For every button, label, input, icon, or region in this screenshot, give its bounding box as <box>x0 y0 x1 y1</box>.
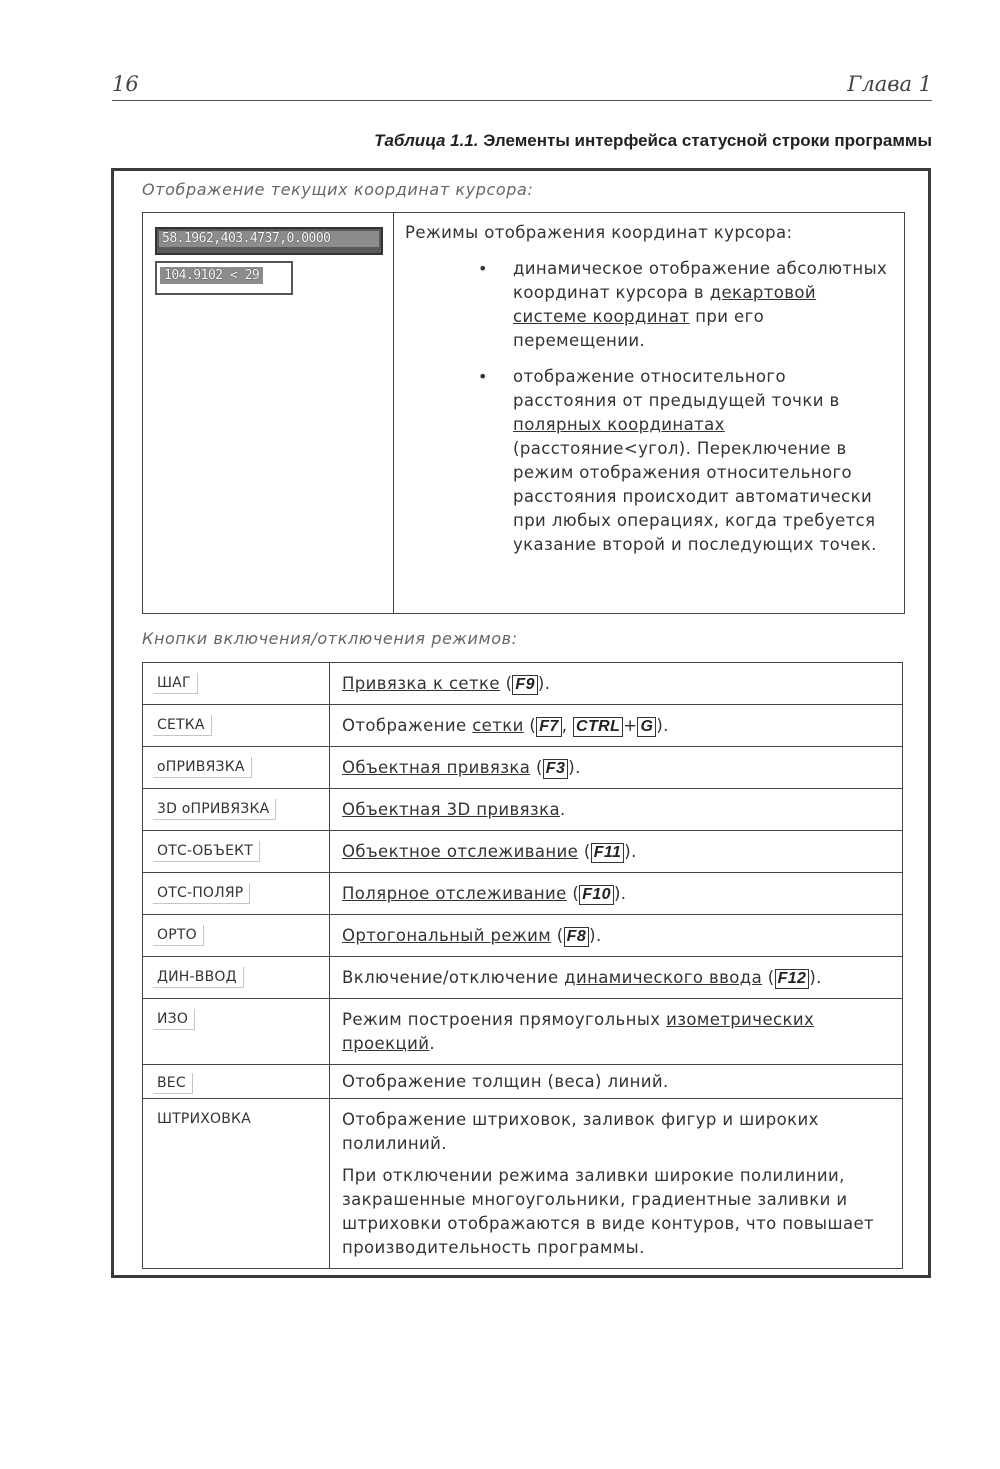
absolute-coords-value: 58.1962,403.4737,0.0000 <box>159 231 379 247</box>
link-grid[interactable]: сетки <box>472 716 524 735</box>
row-text: Отображение <box>342 716 473 735</box>
table-caption-number: Таблица 1.1. <box>374 131 479 150</box>
link-otrack[interactable]: Объектное отслеживание <box>342 842 579 861</box>
table-caption <box>374 131 932 151</box>
mode-button-lineweight[interactable]: ВЕС <box>153 1073 193 1094</box>
mode-button-grid[interactable]: СЕТКА <box>153 715 212 736</box>
header-rule <box>112 100 932 101</box>
table-row: СЕТКА Отображение сетки ( F7 , CTRL + G ). <box>143 705 903 747</box>
key-label: F11 <box>591 843 625 863</box>
link-isometric[interactable]: изометрических проекций <box>342 1010 815 1053</box>
absolute-coords-readout <box>155 227 383 255</box>
mode-button-hatch[interactable]: ШТРИХОВКА <box>157 1111 251 1127</box>
bullet-text: (расстояние<угол). Переключение в режим отображения относительного расстояния происходит автоматически при любых операциях, когда требуется указание второй и последующих точек. <box>513 439 877 554</box>
row-text: Отображение толщин (веса) линий. <box>342 1072 669 1091</box>
coords-section-label: Отображение текущих координат курсора: <box>142 180 534 199</box>
bullet-text: при его перемещении. <box>513 307 765 350</box>
key-label: F9 <box>512 675 537 695</box>
link-ortho[interactable]: Ортогональный режим <box>342 926 552 945</box>
key-label: F10 <box>579 885 614 905</box>
link-polar[interactable]: полярных координатах <box>513 415 725 434</box>
link-polar-tracking[interactable]: Полярное отслеживание <box>342 884 567 903</box>
coords-description <box>405 221 894 557</box>
row-text: Режим построения прямоугольных <box>342 1010 667 1029</box>
mode-button-step[interactable]: ШАГ <box>153 673 198 694</box>
polar-coords-readout <box>155 261 293 295</box>
link-dynamic-input[interactable]: динамического ввода <box>564 968 763 987</box>
table-row: ШАГ Привязка к сетке ( F9 ). <box>143 663 903 705</box>
mode-button-osnap[interactable]: оПРИВЯЗКА <box>153 757 252 778</box>
table-row: ОТС-ПОЛЯР Полярное отслеживание ( F10 ). <box>143 873 903 915</box>
mode-button-iso[interactable]: ИЗО <box>153 1009 195 1030</box>
page-number: 16 <box>112 72 139 96</box>
mode-button-ortho[interactable]: ОРТО <box>153 925 204 946</box>
row-text: При отключении режима заливки широкие полилинии, закрашенные многоугольники, градиентные заливки и штриховки отображаются в виде контуров, что повышает производительность программы. <box>342 1166 875 1257</box>
polar-coords-value: 104.9102 < 29 <box>160 267 263 284</box>
bullet-item <box>405 365 894 557</box>
table-row <box>143 1065 903 1099</box>
bullet-text: динамическое отображение абсолютных координат курсора в <box>513 259 888 302</box>
coords-intro: Режимы отображения координат курсора: <box>405 223 793 242</box>
modes-section-label: Кнопки включения/отключения режимов: <box>142 629 518 648</box>
table-row: ИЗО Режим построения прямоугольных изометрических проекций. <box>143 999 903 1065</box>
key-label: CTRL <box>573 717 623 737</box>
table-row: оПРИВЯЗКА Объектная привязка ( F3 ). <box>143 747 903 789</box>
coords-readout-cell <box>143 213 394 613</box>
chapter-title: Глава 1 <box>847 72 932 96</box>
key-label: F7 <box>536 717 561 737</box>
link-snap-grid[interactable]: Привязка к сетке <box>342 674 500 693</box>
key-label: F8 <box>564 927 589 947</box>
link-cartesian[interactable]: декартовой системе координат <box>513 283 817 326</box>
row-text: Включение/отключение <box>342 968 565 987</box>
coords-table <box>142 212 905 614</box>
key-label: F12 <box>775 969 810 989</box>
mode-button-3d-osnap[interactable]: 3D оПРИВЯЗКА <box>153 799 276 820</box>
link-3d-osnap[interactable]: Объектная 3D привязка <box>342 800 560 819</box>
table-row: 3D оПРИВЯЗКА Объектная 3D привязка. <box>143 789 903 831</box>
modes-table <box>142 662 903 1269</box>
mode-button-otrack[interactable]: ОТС-ОБЪЕКТ <box>153 841 260 862</box>
table-row <box>143 1099 903 1269</box>
table-row: ДИН-ВВОД Включение/отключение динамического ввода ( F12 ). <box>143 957 903 999</box>
bullet-text: отображение относительного расстояния от предыдущей точки в <box>513 367 840 410</box>
mode-button-dyn[interactable]: ДИН-ВВОД <box>153 967 244 988</box>
table-row: ОРТО Ортогональный режим ( F8 ). <box>143 915 903 957</box>
key-label: G <box>637 717 656 737</box>
table-row: ОТС-ОБЪЕКТ Объектное отслеживание ( F11 ). <box>143 831 903 873</box>
table-caption-text: Элементы интерфейса статусной строки программы <box>483 131 932 150</box>
mode-button-polar[interactable]: ОТС-ПОЛЯР <box>153 883 250 904</box>
link-osnap[interactable]: Объектная привязка <box>342 758 531 777</box>
bullet-item <box>405 257 894 353</box>
key-label: F3 <box>543 759 568 779</box>
row-text: Отображение штриховок, заливок фигур и широких полилиний. <box>342 1110 819 1153</box>
